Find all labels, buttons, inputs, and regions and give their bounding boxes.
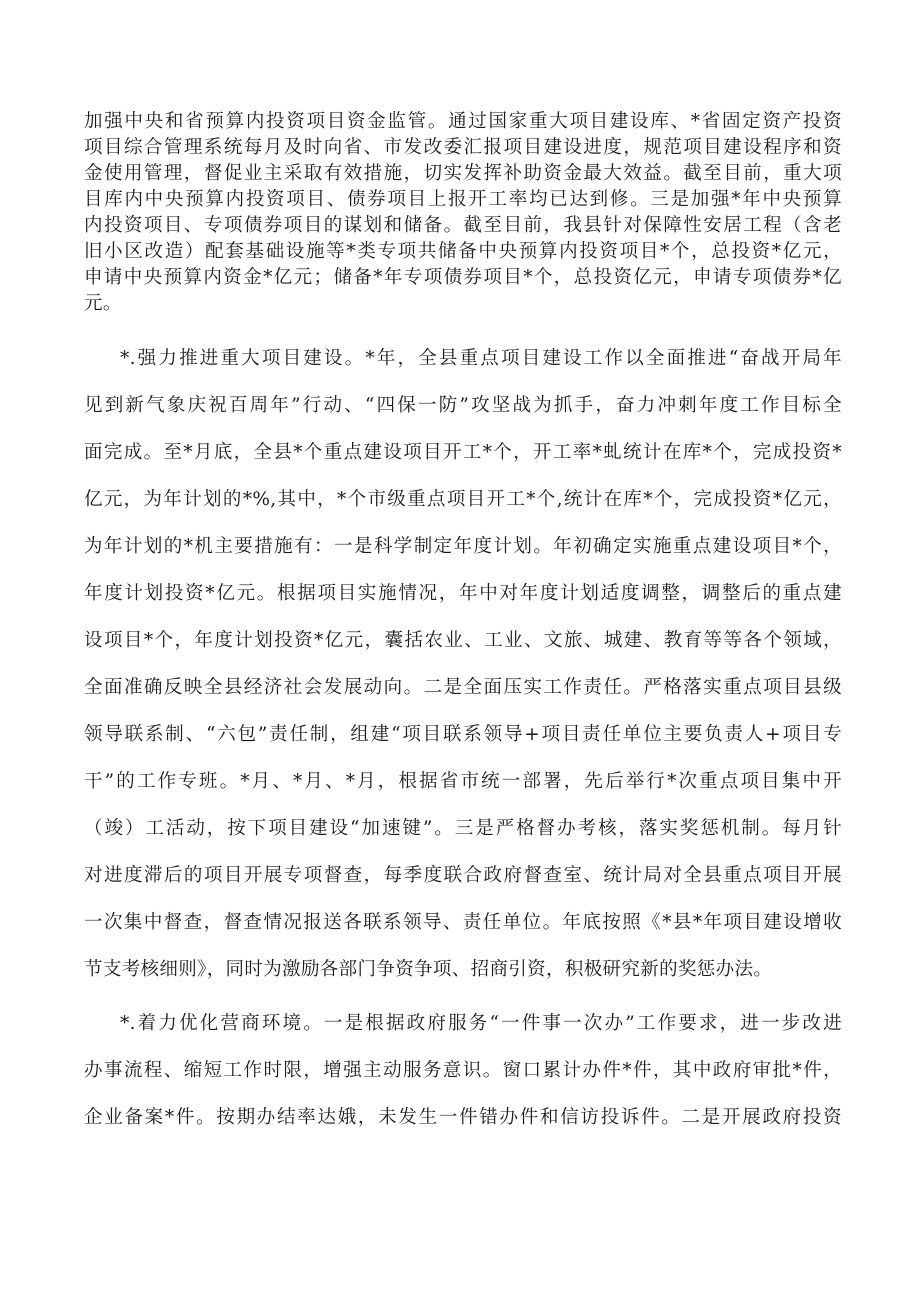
paragraph-2-line-10: 干”的工作专班。*月、*月、*月，根据省市统一部署，先后举行*次重点项目集中开 [84,771,842,792]
paragraph-2-line-1: *.强力推进重大项目建设。*年，全县重点项目建设工作以全面推进“奋战开局年 [120,348,842,369]
paragraph-3-line-1: *.着力优化营商环境。一是根据政府服务“一件事一次办”工作要求，进一步改进 [120,1013,842,1034]
paragraph-3-line-3: 企业备案*件。按期办结率达娥，未发生一件错办件和信访投诉件。二是开展政府投资 [84,1107,842,1128]
paragraph-2-line-5: 为年计划的*机主要措施有：一是科学制定年度计划。年初确定实施重点建设项目*个， [84,536,842,557]
paragraph-2-line-12: 对进度滞后的项目开展专项督查，每季度联合政府督查室、统计局对全县重点项目开展 [84,865,842,886]
paragraph-1-line-1: 加强中央和省预算内投资项目资金监管。通过国家重大项目建设库、*省固定资产投资 [84,111,842,132]
paragraph-1-line-6: 旧小区改造）配套基础设施等*类专项共储备中央预算内投资项目*个，总投资*亿元， [84,241,842,262]
paragraph-2-line-2: 见到新气象庆祝百周年”行动、“四保一防”攻坚战为抓手，奋力冲刺年度工作目标全 [84,395,842,416]
paragraph-2-line-7: 设项目*个，年度计划投资*亿元，囊括农业、工业、文旅、城建、教育等等各个领域， [84,630,842,651]
paragraph-1-line-4: 目库内中央预算内投资项目、债券项目上报开工率均已达到修。三是加强*年中央预算 [84,189,842,210]
paragraph-1-line-5: 内投资项目、专项债券项目的谋划和储备。截至目前，我县针对保障性安居工程（含老 [84,215,842,236]
paragraph-2-line-3: 面完成。至*月底，全县*个重点建设项目开工*个，开工率*虬统计在库*个，完成投资* [84,442,842,463]
paragraph-1-line-3: 金使用管理，督促业主采取有效措施，切实发挥补助资金最大效益。截至目前，重大项 [84,163,842,184]
paragraph-2-line-4: 亿元，为年计划的*%,其中，*个市级重点项目开工*个,统计在库*个，完成投资*亿元， [84,489,842,510]
paragraph-3-line-2: 办事流程、缩短工作时限，增强主动服务意识。窗口累计办件*件，其中政府审批*件， [84,1060,842,1081]
paragraph-1-line-2: 项目综合管理系统每月及时向省、市发改委汇报项目建设进度，规范项目建设程序和资 [84,137,842,158]
paragraph-2-line-13: 一次集中督查，督查情况报送各联系领导、责任单位。年底按照《*县*年项目建设增收 [84,912,842,933]
paragraph-1-line-7: 申请中央预算内资金*亿元；储备*年专项债券项目*个，总投资亿元，申请专项债券*亿 [84,267,842,288]
paragraph-2-line-14: 节支考核细则》，同时为激励各部门争资争项、招商引资，积极研究新的奖惩办法。 [84,959,773,980]
paragraph-2-line-6: 年度计划投资*亿元。根据项目实施情况，年中对年度计划适度调整，调整后的重点建 [84,583,842,604]
paragraph-2-line-8: 全面准确反映全县经济社会发展动向。二是全面压实工作责任。严格落实重点项目县级 [84,677,842,698]
paragraph-2-line-11: （竣）工活动，按下项目建设“加速键”。三是严格督办考核，落实奖惩机制。每月针 [84,818,842,839]
paragraph-1-line-8: 元。 [84,293,122,314]
paragraph-2-line-9: 领导联系制、“六包”责任制，组建“项目联系领导+项目责任单位主要负责人+项目专 [84,724,842,745]
